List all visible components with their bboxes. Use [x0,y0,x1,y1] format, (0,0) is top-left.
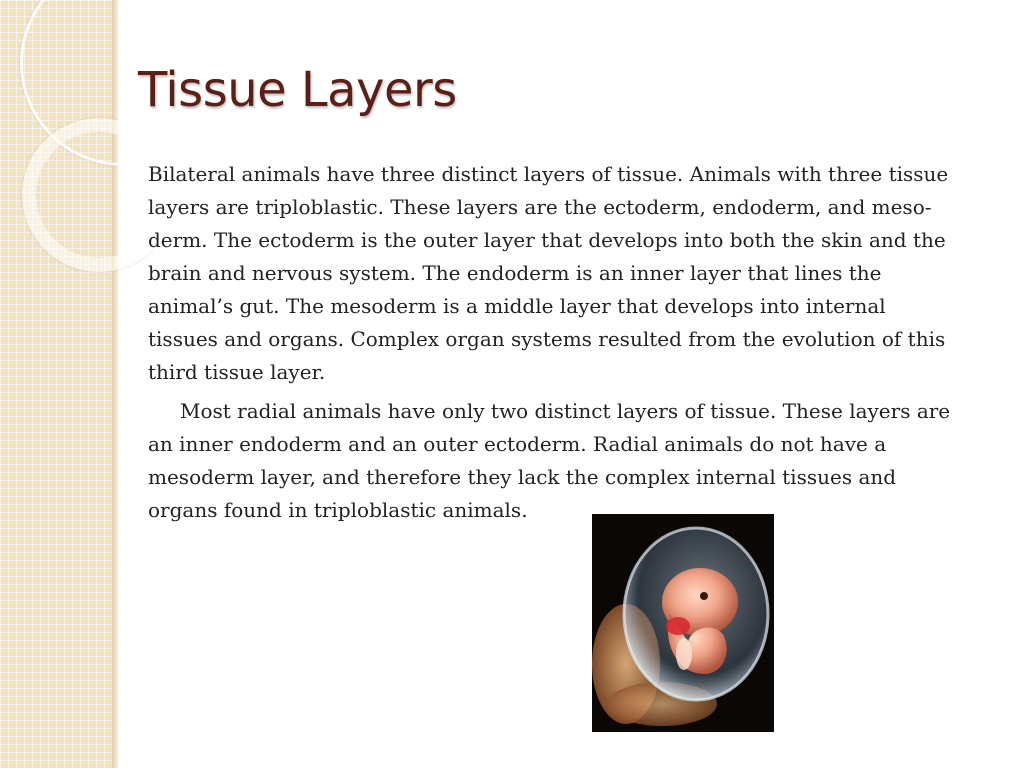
paragraph-1-line: brain and nervous system. The endoderm is an inner layer that lines the [148,261,882,285]
paragraph-1-line: derm. The ectoderm is the outer layer that develops into both the skin and the [148,228,946,252]
slide-body-text [148,158,988,527]
paragraph-2-line: an inner endoderm and an outer ectoderm. Radial animals do not have a [148,432,887,456]
paragraph-2 [148,395,988,527]
paragraph-1-line: tissues and organs. Complex organ systems resulted from the evolution of this [148,327,946,351]
paragraph-2-line: Most radial animals have only two distinct layers of tissue. These layers are [180,399,951,423]
paragraph-1-line: third tissue layer. [148,360,326,384]
paragraph-1-line: Bilateral animals have three distinct layers of tissue. Animals with three tissue [148,162,949,186]
paragraph-2-line: organs found in triploblastic animals. [148,498,528,522]
embryo-photo [592,514,774,732]
paragraph-1-line: animal’s gut. The mesoderm is a middle layer that develops into internal [148,294,886,318]
paragraph-1-line: layers are triploblastic. These layers are the ectoderm, endoderm, and meso- [148,195,932,219]
paragraph-1 [148,158,988,389]
slide-title: Tissue Layers [138,62,457,118]
paragraph-2-line: mesoderm layer, and therefore they lack the complex internal tissues and [148,465,897,489]
